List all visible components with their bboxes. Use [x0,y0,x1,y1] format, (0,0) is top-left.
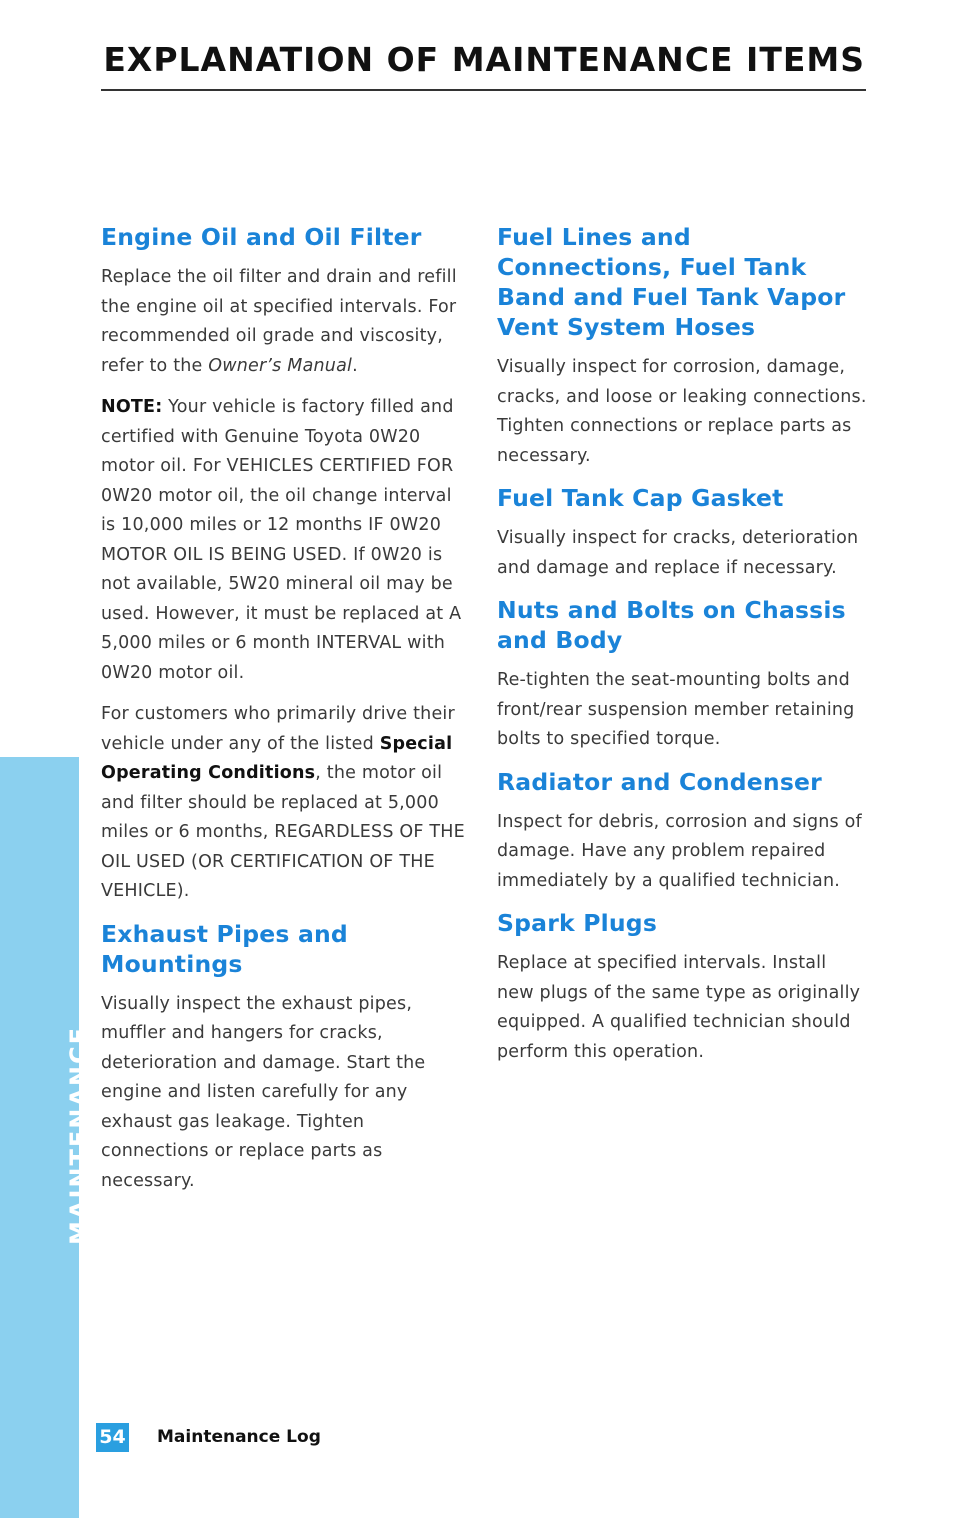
side-tab-label: MAINTENANCE [65,1026,93,1245]
paragraph: Replace at specified intervals. Install new plugs of the same type as originally equipped. A qualified technician should perform this operation. [497,953,861,1062]
paragraph-end: . [352,355,358,376]
paragraph-text: For customers who primarily drive their vehicle under any of the listed [101,704,455,754]
section-nuts-bolts [497,595,867,755]
owners-manual-reference: Owner’s Manual [208,355,353,376]
note-paragraph [101,393,471,688]
section-heading: Nuts and Bolts on Chassis and Body [497,596,846,654]
section-radiator [497,767,867,897]
section-heading: Fuel Lines and Connections, Fuel Tank Band and Fuel Tank Vapor Vent System Hoses [497,223,846,341]
section-spark-plugs [497,908,867,1067]
footer-section-label: Maintenance Log [157,1427,321,1447]
title-divider [101,89,866,91]
section-heading: Spark Plugs [497,909,658,937]
section-fuel-cap [497,483,867,583]
left-column [101,222,471,1208]
note-text: Your vehicle is factory filled and certified with Genuine Toyota 0W20 motor oil. For VEHICLES CERTIFIED FOR 0W20 motor oil, the oil change interval is 10,000 miles or 12 months IF 0W20 MOTOR OIL IS BEING USED. If 0W20 is not available, 5W20 mineral oil may be used. However, it must be replaced at A 5,000 miles or 6 month INTERVAL with 0W20 motor oil. [101,397,462,683]
section-engine-oil [101,222,471,907]
paragraph: Inspect for debris, corrosion and signs of damage. Have any problem repaired immediately by a qualified technician. [497,811,862,891]
page-title: EXPLANATION OF MAINTENANCE ITEMS [103,40,865,79]
section-heading: Radiator and Condenser [497,767,822,796]
section-heading: Engine Oil and Oil Filter [101,223,422,251]
paragraph: Visually inspect for corrosion, damage, cracks, and loose or leaking connections. Tighten connections or replace parts as necessary. [497,357,867,466]
paragraph: Re-tighten the seat-mounting bolts and front/rear suspension member retaining bolts to specified torque. [497,670,855,749]
paragraph [101,700,471,907]
paragraph: Visually inspect the exhaust pipes, muffler and hangers for cracks, deterioration and damage. Start the engine and listen carefully for any exhaust gas leakage. Tighten connections or replace parts as necessary. [101,993,426,1191]
right-column [497,222,867,1079]
special-conditions-term: Special Operating Conditions [101,733,453,783]
note-label: NOTE: [101,397,163,417]
paragraph-text: Replace the oil filter and drain and refill the engine oil at specified intervals. For recommended oil grade and viscosity, refer to the [101,267,457,376]
section-fuel-lines [497,222,867,471]
page-number-badge: 54 [96,1423,129,1452]
section-heading: Fuel Tank Cap Gasket [497,484,784,512]
section-heading: Exhaust Pipes and Mountings [101,919,348,978]
paragraph-end: , the motor oil and filter should be replaced at 5,000 miles or 6 months, REGARDLESS OF THE OIL USED (OR CERTIFICATION OF THE VEHICLE). [101,763,465,901]
paragraph: Visually inspect for cracks, deterioration and damage and replace if necessary. [497,528,859,578]
section-exhaust [101,919,471,1197]
paragraph [101,263,471,381]
